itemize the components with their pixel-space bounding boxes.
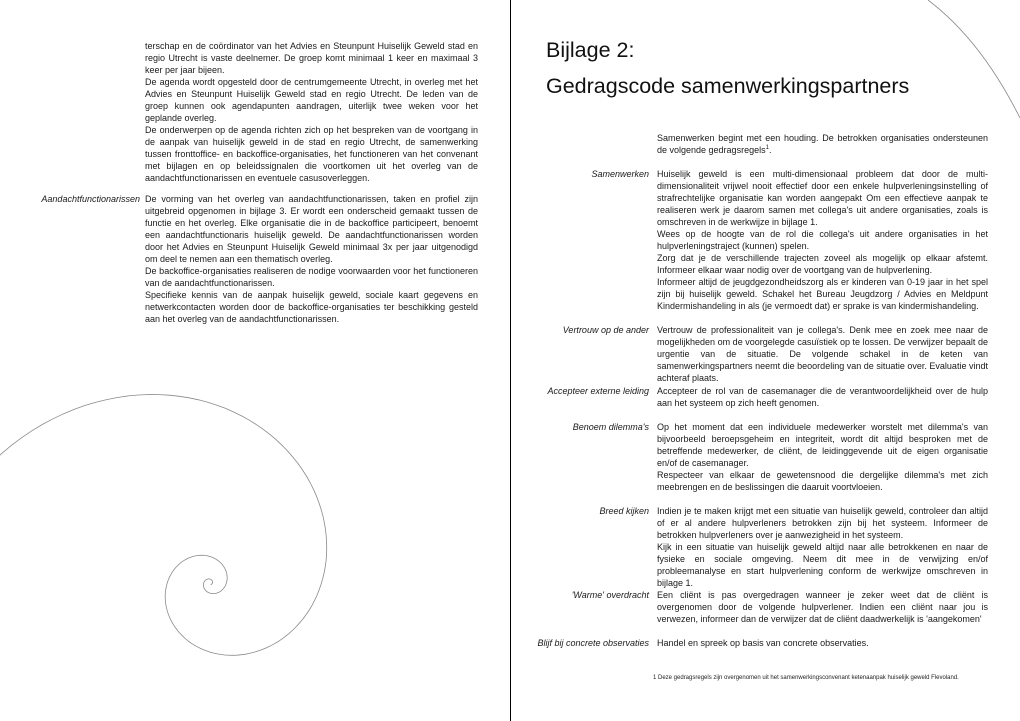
- right-intro-paragraph: [657, 132, 988, 156]
- corner-arc-line: [928, 0, 1020, 118]
- section-paragraph: Respecteer van elkaar de gewetensnood die dergelijke dilemma's met zich meebrengen en de beslissingen die daaruit voortvloeien.: [657, 470, 988, 492]
- section-label: Accepteer externe leiding: [547, 386, 649, 396]
- section-body: [657, 589, 988, 625]
- section-paragraph: Informeer altijd de jeugdgezondheidszorg als er kinderen van 0-19 jaar in het spel zijn bij huiselijk geweld. Schakel het Bureau Jeugdzorg / Advies en Meldpunt Kindermishandeling in als (je vermoedt dat) er sprake is van kindermishandeling.: [657, 277, 988, 311]
- section-paragraph: Op het moment dat een individuele medewerker worstelt met dilemma's van bijvoorbeeld beroepsgeheim en integriteit, wordt dit altijd besproken met de betreffende medewerker, de cliënt, de leidinggevende uit de eigen organisatie en/of de casemanager.: [657, 422, 988, 468]
- section-body: [145, 193, 478, 325]
- intro-end: .: [768, 145, 772, 155]
- section-paragraph: Huiselijk geweld is een multi-dimensionaal probleem dat door de multi-dimensionaliteit vrijwel nooit effectief door een enkele hulpverleningsinstelling of strafrechtelijke organisatie kan worden aangepakt Om een effectieve aanpak te realiseren werk je daarom samen met collega's uit andere organisaties, zoals is omschreven in de werkwijze in bijlage 1.: [657, 169, 988, 227]
- section-paragraph: Handel en spreek op basis van concrete observaties.: [657, 638, 869, 648]
- section-label: Benoem dilemma's: [572, 422, 649, 432]
- footnote-marker: 1: [765, 145, 769, 151]
- section-paragraph: Kijk in een situatie van huiselijk geweld altijd naar alle betrokkenen en naar de fysieke en sociale omgeving. Neem dit mee in de verwijzing en/of probleemanalyse en start hulpverlening conform de werkwijze omschreven in bijlage 1.: [657, 542, 988, 588]
- section-paragraph: Een cliënt is pas overgedragen wanneer je zeker weet dat de cliënt is overgenomen door de volgende hulpverlener. Indien een cliënt naar jou is verwezen, informeer dan de verwijzer dat de cliënt daadwerkelijk is 'aangekomen': [657, 590, 988, 624]
- intro-text: Samenwerken begint met een houding. De betrokken organisaties ondersteunen de volgende gedragsregels: [657, 133, 988, 155]
- appendix-title-line2: Gedragscode samenwerkingspartners: [546, 74, 910, 98]
- section-body: [657, 324, 988, 384]
- right-intro: [657, 132, 988, 156]
- section-body: [657, 168, 988, 312]
- section-label: Samenwerken: [591, 169, 649, 179]
- section-paragraph: Accepteer de rol van de casemanager die de verantwoordelijkheid over de hulp aan het systeem op zich heeft genomen.: [657, 386, 988, 408]
- section-body: [657, 505, 988, 589]
- section-label: Breed kijken: [599, 506, 649, 516]
- section-body: [657, 421, 988, 493]
- section-body: [657, 637, 988, 649]
- section-label: Vertrouw op de ander: [562, 325, 649, 335]
- section-paragraph: De vorming van het overleg van aandachtfunctionarissen, taken en profiel zijn uitgebreid opgenomen in bijlage 3. Er wordt een onderscheid gemaakt tussen de functie en het overleg. Elke organisatie die in de backoffice participeert, benoemt een aandachtfunctionaris huiselijk geweld. De aandachtfunctionarissen worden door het Advies en Steunpunt Huiselijk Geweld minimaal 3x per jaar uitgenodigd om deel te nemen aan een thematisch overleg.: [145, 194, 478, 264]
- section-paragraph: Vertrouw de professionaliteit van je collega's. Denk mee en zoek mee naar de mogelijkheden om de voorgelegde casuïstiek op te lossen. De verwijzer bepaalt de urgentie van de situatie. De volgende schakel in de keten van samenwerkingspartners neemt die beoordeling van de situatie over. Evaluatie vindt achteraf plaats.: [657, 325, 988, 383]
- section-paragraph: Specifieke kennis van de aanpak huiselijk geweld, sociale kaart gegevens en netwerkcontacten worden door de backoffice-organisaties ter beschikking gesteld aan het overleg van de aandachtfunctionarissen.: [145, 290, 478, 324]
- section-body: [657, 385, 988, 409]
- spiral-line: [0, 395, 327, 721]
- footnote: 1 Deze gedragsregels zijn overgenomen uit het samenwerkingsconvenant ketenaanpak huiselijk geweld Flevoland.: [653, 675, 959, 681]
- section-paragraph: Wees op de hoogte van de rol die collega's uit andere organisaties in het hulpverleningstraject (kunnen) spelen.: [657, 229, 988, 251]
- section-paragraph: De backoffice-organisaties realiseren de nodige voorwaarden voor het functioneren van de aandachtfunctionarissen.: [145, 266, 478, 288]
- left-intro-paragraph: De onderwerpen op de agenda richten zich op het bespreken van de voortgang in de aanpak van huiselijk geweld in de stad en regio Utrecht, de samenwerking tussen fronttoffice- en backoffice-organisaties, het functioneren van het convenant met bijlagen en op beleidssignalen die voortkomen uit het overleg van de aandachtfunctionarissen en eventuele casusoverleggen.: [145, 125, 478, 183]
- section-label: 'Warme' overdracht: [571, 590, 649, 600]
- section-paragraph: Indien je te maken krijgt met een situatie van huiselijk geweld, controleer dan altijd of er al andere hulpverleners betrokken zijn bij het systeem. Informeer de betrokken hulpverleners over je aanwezigheid in het systeem.: [657, 506, 988, 540]
- section-label: Blijf bij concrete observaties: [537, 638, 649, 648]
- right-page: [511, 0, 1020, 721]
- appendix-title-line1: Bijlage 2:: [546, 38, 635, 62]
- left-intro-paragraph: terschap en de coördinator van het Advies en Steunpunt Huiselijk Geweld stad en regio Utrecht is vaste deelnemer. De groep komt minimaal 1 keer en maximaal 3 keer per jaar bijeen.: [145, 41, 478, 75]
- section-label: Aandachtfunctionarissen: [41, 194, 140, 204]
- section-paragraph: Zorg dat je de verschillende trajecten zoveel als mogelijk op elkaar afstemt. Informeer elkaar waar nodig over de voortgang van de hulpverlening.: [657, 253, 988, 275]
- left-intro-paragraph: De agenda wordt opgesteld door de centrumgemeente Utrecht, in overleg met het Advies en Steunpunt Huiselijk Geweld stad en regio Utrecht. De leden van de groep kunnen ook agendapunten aandragen, uiterlijk twee weken voor het geplande overleg.: [145, 77, 478, 123]
- left-intro: [145, 40, 478, 184]
